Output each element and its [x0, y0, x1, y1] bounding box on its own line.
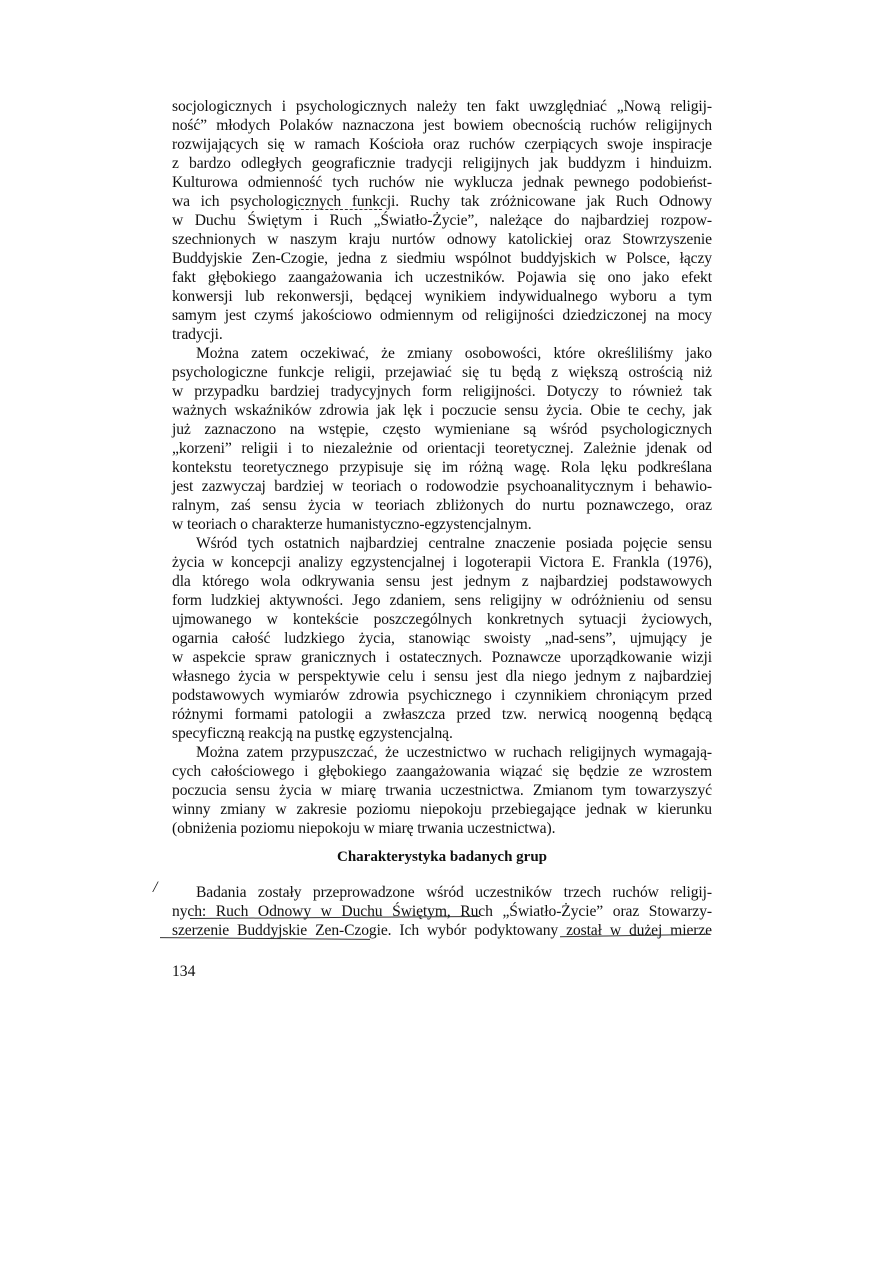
text-line: Badania zostały przeprowadzone wśród uczestników trzech ruchów religij-: [196, 884, 712, 901]
text-line: kontekstu teoretycznego przypisuje się im różną wagę. Rola lęku podkreślana: [172, 459, 712, 476]
text-line: ujmowanego w kontekście poszczególnych konkretnych sytuacji życiowych,: [172, 611, 712, 628]
text-line: ważnych wskaźników zdrowia jak lęk i poczucie sensu życia. Obie te cechy, jak: [172, 402, 712, 419]
text-line: już zaznaczono na wstępie, często wymieniane są wśród psychologicznych: [172, 421, 712, 438]
text-line: Buddyjskie Zen-Czogie, jedna z siedmiu wspólnot buddyjskich w Polsce, łączy: [172, 250, 712, 267]
text-line: Można zatem oczekiwać, że zmiany osobowości, które określiliśmy jako: [196, 345, 712, 362]
text-line: własnego życia w perspektywie celu i sensu jest dla niego jednym z najbardziej: [172, 668, 712, 685]
text-line: „korzeni” religii i to niezależnie od orientacji teoretycznej. Zależnie jdenak od: [172, 440, 712, 457]
section-heading: Charakterystyka badanych grup: [336, 849, 548, 865]
text-line: Można zatem przypuszczać, że uczestnictwo w ruchach religijnych wymagają-: [196, 744, 712, 761]
text-line: z bardzo odległych geograficznie tradycji religijnych jak buddyzm i hinduizm.: [172, 155, 712, 172]
text-line: specyficzną reakcją na pustkę egzystencjalną.: [172, 725, 453, 742]
text-line: jest zazwyczaj bardziej w teoriach o rodowodzie psychoanalitycznym i behawio-: [172, 478, 712, 495]
text-line: konwersji lub rekonwersji, będącej wynikiem indywidualnego wyboru a tym: [172, 288, 712, 305]
text-line: Wśród tych ostatnich najbardziej centralne znaczenie posiada pojęcie sensu: [196, 535, 712, 552]
text-line: Kulturowa odmienność tych ruchów nie wyklucza jednak pewnego podobieńst-: [172, 174, 712, 191]
text-line: winny zmiany w zakresie poziomu niepokoju przebiegające jednak w kierunku: [172, 801, 712, 818]
text-line: w przypadku bardziej tradycyjnych form religijności. Dotyczy to również tak: [172, 383, 712, 400]
text-line: dla którego wola odkrywania sensu jest jednym z najbardziej podstawowych: [172, 573, 712, 590]
page-number: 134: [172, 963, 196, 980]
text-line: ność” młodych Polaków naznaczona jest bowiem obecnością ruchów religijnych: [172, 117, 712, 134]
text-line: szechnionych w naszym kraju nurtów odnowy katolickiej oraz Stowrzyszenie: [172, 231, 712, 248]
text-line: ogarnia całość ludzkiego życia, stanowiąc swoisty „nad-sens”, ujmujący je: [172, 630, 712, 647]
text-line: w teoriach o charakterze humanistyczno-egzystencjalnym.: [172, 516, 532, 533]
text-line: rozwijających się w ramach Kościoła oraz ruchów czerpiących swoje inspiracje: [172, 136, 712, 153]
text-line: ralnym, zaś sensu życia w teoriach zbliżonych do nurtu poznawczego, oraz: [172, 497, 712, 514]
text-line: fakt głębokiego zaangażowania ich uczestników. Pojawia się ono jako efekt: [172, 269, 712, 286]
text-line: (obniżenia poziomu niepokoju w miarę trwania uczestnictwa).: [172, 820, 556, 837]
text-line: podstawowych wymiarów zdrowia psychicznego i czynnikiem chroniącym przed: [172, 687, 712, 704]
text-line: różnymi formami patologii a zwłaszcza przed tzw. nerwicą noogenną będącą: [172, 706, 712, 723]
text-line: życia w koncepcji analizy egzystencjalnej i logoterapii Victora E. Frankla (1976),: [172, 554, 712, 571]
pen-underline: [296, 209, 382, 210]
text-line: tradycji.: [172, 326, 223, 343]
text-line: szerzenie Buddyjskie Zen-Czogie. Ich wybór podyktowany został w dużej mierze: [172, 922, 712, 939]
text-line: nych: Ruch Odnowy w Duchu Świętym, Ruch „Światło-Życie” oraz Stowarzy-: [172, 903, 712, 920]
text-line: poczucia sensu życia w miarę trwania uczestnictwa. Zmianom tym towarzyszyć: [172, 782, 712, 799]
text-line: w aspekcie spraw granicznych i ostatecznych. Poznawcze uporządkowanie wizji: [172, 649, 712, 666]
margin-pen-mark: /: [153, 879, 158, 896]
text-line: cych całościowego i głębokiego zaangażowania wiązać się będzie ze wzrostem: [172, 763, 712, 780]
text-line: socjologicznych i psychologicznych należy ten fakt uwzględniać „Nową religij-: [172, 98, 712, 115]
text-line: samym jest czymś jakościowo odmiennym od religijności dziedziczonej na mocy: [172, 307, 712, 324]
text-line: form ludzkiej aktywności. Jego zdaniem, sens religijny w odróżnieniu od sensu: [172, 592, 712, 609]
text-line: psychologiczne funkcje religii, przejawiać się tu będą z większą ostrością niż: [172, 364, 712, 381]
text-line: wa ich psychologicznych funkcji. Ruchy tak zróżnicowane jak Ruch Odnowy: [172, 193, 712, 210]
text-line: w Duchu Świętym i Ruch „Światło-Życie”, należące do najbardziej rozpow-: [172, 212, 712, 229]
